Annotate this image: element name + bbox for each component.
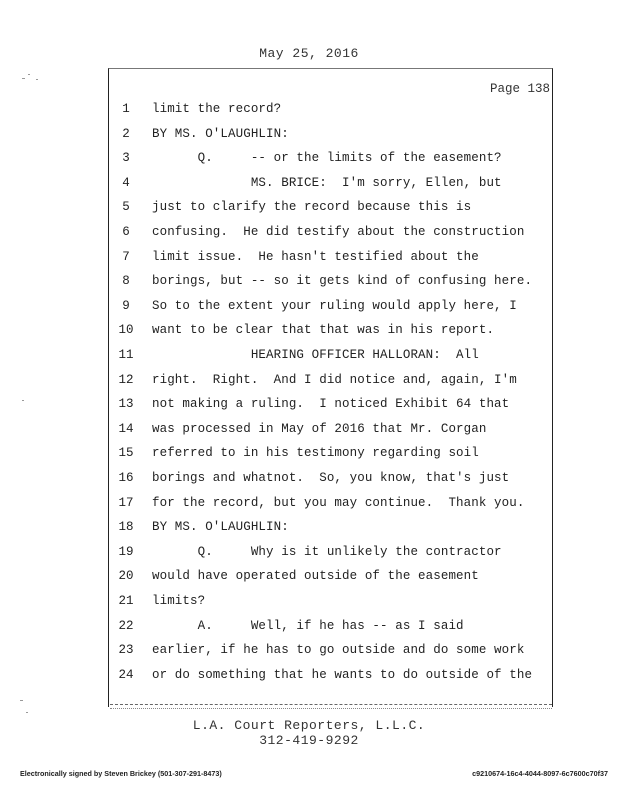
line-number: 4 [122,175,130,190]
line-text: Q. -- or the limits of the easement? [152,151,502,166]
line-number: 15 [118,446,134,461]
transcript-line [108,496,551,521]
line-number: 19 [118,544,134,559]
transcript-line [108,176,551,201]
line-number: 11 [118,348,134,362]
scan-speck [22,400,24,401]
transcript-line [108,225,551,250]
line-text: MS. BRICE: I'm sorry, Ellen, but [152,175,502,190]
line-text: want to be clear that that was in his report. [152,323,495,338]
line-text: for the record, but you may continue. Thank you. [152,495,525,510]
scan-speck [36,79,38,80]
line-text: So to the extent your ruling would apply here, I [152,298,517,313]
frame-bottom-rule [110,704,552,705]
line-number: 8 [122,274,130,289]
line-number: 20 [118,569,134,584]
line-number: 5 [122,200,130,215]
line-number: 13 [118,397,134,412]
line-text: or do something that he wants to do outside of the [152,667,533,682]
scan-speck [22,78,25,79]
transcript-line [108,471,551,496]
line-number: 6 [122,225,130,239]
line-number: 16 [118,471,134,485]
line-text: BY MS. O'LAUGHLIN: [152,126,289,141]
transcript-date: May 25, 2016 [259,46,359,61]
line-text: right. Right. And I did notice and, again, I'm [152,372,517,387]
line-text: limits? [152,594,206,608]
line-number: 23 [118,643,134,658]
electronic-signature: Electronically signed by Steven Brickey (501-307-291-8473) [20,769,222,778]
scan-speck [20,700,23,701]
line-number: 12 [118,372,134,387]
transcript-line [108,569,551,594]
transcript-line [108,520,551,545]
line-text: borings and whatnot. So, you know, that's just [152,471,510,485]
line-text: BY MS. O'LAUGHLIN: [152,520,289,535]
line-text: HEARING OFFICER HALLORAN: All [152,348,479,362]
line-number: 9 [122,298,130,313]
transcript-line [108,274,551,299]
transcript-line [108,299,551,324]
transcript-line [108,643,551,668]
document-id: c9210674-16c4-4044-8097-6c7600c70f37 [472,769,608,778]
line-text: limit the record? [152,102,282,116]
line-text: borings, but -- so it gets kind of confusing here. [152,274,533,289]
line-text: not making a ruling. I noticed Exhibit 64 that [152,397,510,412]
transcript-line [108,373,551,398]
transcript-line [108,422,551,447]
transcript-line [108,102,551,127]
transcript-line [108,127,551,152]
line-text: referred to in his testimony regarding soil [152,446,479,461]
line-number: 10 [118,323,134,338]
line-number: 14 [118,421,134,436]
transcript-line [108,151,551,176]
reporter-company: L.A. Court Reporters, L.L.C. [192,718,426,733]
line-text: Q. Why is it unlikely the contractor [152,544,502,559]
line-text: limit issue. He hasn't testified about the [152,249,479,264]
line-number: 7 [122,249,130,264]
page-number: Page 138 [490,82,551,96]
scan-speck [26,712,28,713]
line-number: 22 [118,618,134,633]
transcript-line [108,619,551,644]
transcript-line [108,545,551,570]
transcript-line [108,397,551,422]
line-text: earlier, if he has to go outside and do some work [152,643,525,658]
transcript-line [108,200,551,225]
reporter-phone: 312-419-9292 [259,733,359,748]
transcript-line [108,668,551,693]
transcript-line [108,446,551,471]
transcript-line [108,323,551,348]
scan-speck [28,74,30,75]
line-text: A. Well, if he has -- as I said [152,618,464,633]
line-number: 21 [118,594,134,608]
frame-bottom-rule-secondary [110,708,552,709]
line-number: 2 [122,126,130,141]
line-text: confusing. He did testify about the construction [152,225,525,239]
line-number: 1 [122,102,130,116]
line-number: 17 [118,495,134,510]
line-text: was processed in May of 2016 that Mr. Corgan [152,421,487,436]
transcript-line [108,594,551,619]
line-number: 3 [122,151,130,166]
line-text: would have operated outside of the easement [152,569,479,584]
line-text: just to clarify the record because this is [152,200,472,215]
transcript-line [108,348,551,373]
line-number: 24 [118,667,134,682]
line-number: 18 [118,520,134,535]
transcript-line [108,250,551,275]
